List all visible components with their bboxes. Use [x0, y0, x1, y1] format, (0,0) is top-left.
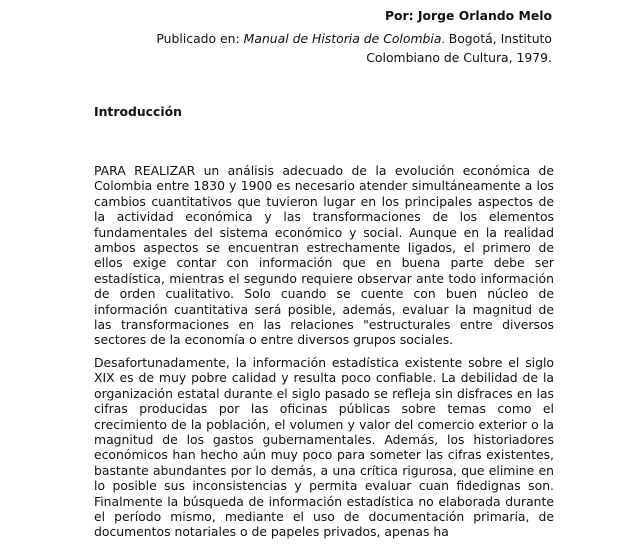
publication-title-separator: .	[441, 34, 445, 46]
publication-prefix: Publicado en:	[156, 31, 244, 46]
body-text	[94, 163, 554, 547]
publication-title: Manual de Historia de Colombia	[243, 31, 442, 46]
paragraph: Desafortunadamente, la información estadística existente sobre el siglo XIX es de muy pobre calidad y resulta poco confiable. La debilidad de la organización estatal durante el siglo pasado se refleja sin disfraces en las cifras producidas por las oficinas públicas sobre temas como el crecimiento de la población, el volumen y valor del comercio exterior o la magnitud de los gastos gubernamentales. Además, los historiadores económicos han hecho aún muy poco para someter las cifras existentes, bastante abundantes por lo demás, a una crítica rigurosa, que elimine en lo posible sus inconsistencias y permita evaluar cuan fidedignas son. Finalmente la búsqueda de información estadística no elaborada durante el período mismo, mediante el uso de documentación primaria, de documentos notariales o de papeles privados, apenas ha	[94, 354, 554, 540]
publication-details: Bogotá, Instituto Colombiano de Cultura, 1979.	[366, 31, 552, 65]
paragraph: PARA REALIZAR un análisis adecuado de la evolución económica de Colombia entre 1830 y 1900 es necesario atender simultáneamente a los cambios cuantitativos que tuvieron lugar en los principales aspectos de la actividad económica y las transformaciones de los elementos fundamentales del sistema económico y social. Aunque en la realidad ambos aspectos se encuentran estrechamente ligados, el primero de ellos exige contar con información que en buena parte debe ser estadística, mientras el segundo requiere observar ante todo información de orden cualitativo. Solo cuando se cuente con buen núcleo de información cuantitativa será posible, además, evaluar la magnitud de las transformaciones en las relaciones "estructurales entre diversos sectores de la economía o entre diversos grupos sociales.	[94, 163, 554, 348]
author-line: Por: Jorge Orlando Melo	[384, 8, 552, 23]
section-title: Introducción	[94, 104, 182, 119]
publication-info	[94, 30, 552, 66]
